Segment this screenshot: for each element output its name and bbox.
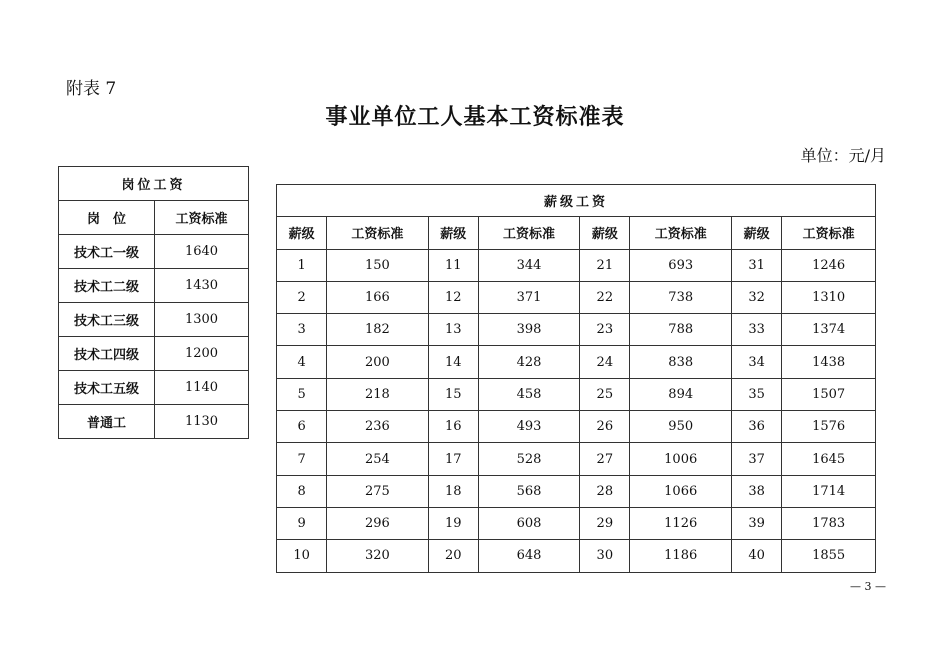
grade-wage-value: 693 — [630, 249, 732, 281]
grade-wage-value: 236 — [327, 411, 428, 443]
post-name: 技术工三级 — [59, 303, 155, 337]
post-wage-value: 1300 — [155, 303, 249, 337]
grade-level: 26 — [580, 411, 630, 443]
grade-level: 23 — [580, 314, 630, 346]
grade-wage-value: 1006 — [630, 443, 732, 475]
table-row — [59, 405, 249, 439]
grade-body — [277, 249, 876, 572]
grade-wage-value: 738 — [630, 281, 732, 313]
table-row — [277, 281, 876, 313]
grade-level: 10 — [277, 540, 327, 572]
grade-level: 13 — [428, 314, 478, 346]
grade-wage-value: 1576 — [782, 411, 876, 443]
page-number: — 3 — — [850, 580, 886, 593]
grade-level: 38 — [731, 475, 781, 507]
grade-level: 39 — [731, 507, 781, 539]
post-wage-value: 1200 — [155, 337, 249, 371]
grade-level: 14 — [428, 346, 478, 378]
grade-level: 36 — [731, 411, 781, 443]
grade-level: 33 — [731, 314, 781, 346]
grade-wage-caption: 薪级工资 — [277, 185, 876, 217]
grade-level: 11 — [428, 249, 478, 281]
grade-level: 3 — [277, 314, 327, 346]
annex-label: 附表 7 — [66, 79, 117, 99]
grade-level: 9 — [277, 507, 327, 539]
grade-level: 5 — [277, 378, 327, 410]
grade-level-header: 薪级 — [580, 217, 630, 249]
wage-standard-header: 工资标准 — [327, 217, 428, 249]
grade-wage-value: 608 — [478, 507, 579, 539]
post-wage-caption: 岗位工资 — [59, 167, 249, 201]
grade-wage-value: 894 — [630, 378, 732, 410]
grade-wage-value: 1186 — [630, 540, 732, 572]
grade-wage-value: 1374 — [782, 314, 876, 346]
post-wage-value: 1130 — [155, 405, 249, 439]
grade-level: 30 — [580, 540, 630, 572]
wage-standard-header: 工资标准 — [782, 217, 876, 249]
grade-wage-value: 1126 — [630, 507, 732, 539]
grade-wage-value: 182 — [327, 314, 428, 346]
grade-wage-value: 344 — [478, 249, 579, 281]
grade-wage-value: 1855 — [782, 540, 876, 572]
grade-wage-value: 568 — [478, 475, 579, 507]
grade-wage-value: 493 — [478, 411, 579, 443]
grade-wage-value: 320 — [327, 540, 428, 572]
grade-wage-value: 1310 — [782, 281, 876, 313]
table-row — [277, 378, 876, 410]
wage-standard-header: 工资标准 — [630, 217, 732, 249]
wage-standard-header: 工资标准 — [155, 201, 249, 235]
grade-level: 40 — [731, 540, 781, 572]
grade-header-row — [277, 217, 876, 249]
table-row — [59, 235, 249, 269]
grade-wage-value: 1783 — [782, 507, 876, 539]
post-name: 技术工四级 — [59, 337, 155, 371]
post-name: 技术工二级 — [59, 269, 155, 303]
grade-wage-value: 1645 — [782, 443, 876, 475]
post-name: 技术工五级 — [59, 371, 155, 405]
grade-wage-value: 428 — [478, 346, 579, 378]
grade-level: 1 — [277, 249, 327, 281]
table-row — [277, 411, 876, 443]
grade-level: 22 — [580, 281, 630, 313]
grade-level: 35 — [731, 378, 781, 410]
grade-level: 27 — [580, 443, 630, 475]
grade-wage-value: 528 — [478, 443, 579, 475]
grade-level: 7 — [277, 443, 327, 475]
grade-level: 17 — [428, 443, 478, 475]
grade-level-header: 薪级 — [428, 217, 478, 249]
grade-wage-value: 371 — [478, 281, 579, 313]
grade-level: 37 — [731, 443, 781, 475]
table-row — [277, 249, 876, 281]
grade-wage-value: 788 — [630, 314, 732, 346]
grade-level: 21 — [580, 249, 630, 281]
grade-level: 12 — [428, 281, 478, 313]
table-row — [277, 507, 876, 539]
grade-level: 4 — [277, 346, 327, 378]
grade-level: 32 — [731, 281, 781, 313]
grade-level: 29 — [580, 507, 630, 539]
table-row — [59, 303, 249, 337]
post-name: 普通工 — [59, 405, 155, 439]
grade-level: 34 — [731, 346, 781, 378]
grade-level: 24 — [580, 346, 630, 378]
table-row — [59, 269, 249, 303]
grade-wage-value: 950 — [630, 411, 732, 443]
grade-level: 15 — [428, 378, 478, 410]
table-row — [277, 314, 876, 346]
grade-wage-value: 150 — [327, 249, 428, 281]
grade-level: 16 — [428, 411, 478, 443]
grade-wage-value: 1714 — [782, 475, 876, 507]
grade-level: 18 — [428, 475, 478, 507]
grade-wage-value: 218 — [327, 378, 428, 410]
unit-label: 单位：元/月 — [800, 146, 886, 165]
table-row — [277, 475, 876, 507]
table-row — [277, 346, 876, 378]
grade-level: 25 — [580, 378, 630, 410]
grade-wage-value: 838 — [630, 346, 732, 378]
grade-level-header: 薪级 — [277, 217, 327, 249]
grade-level-header: 薪级 — [731, 217, 781, 249]
table-row — [277, 443, 876, 475]
grade-wage-value: 166 — [327, 281, 428, 313]
grade-level: 31 — [731, 249, 781, 281]
post-wage-value: 1640 — [155, 235, 249, 269]
page-title: 事业单位工人基本工资标准表 — [325, 104, 625, 130]
grade-wage-value: 1066 — [630, 475, 732, 507]
grade-wage-value: 1507 — [782, 378, 876, 410]
grade-level: 6 — [277, 411, 327, 443]
post-wage-value: 1140 — [155, 371, 249, 405]
post-wage-value: 1430 — [155, 269, 249, 303]
grade-level: 28 — [580, 475, 630, 507]
grade-level: 19 — [428, 507, 478, 539]
table-row — [59, 337, 249, 371]
grade-wage-value: 648 — [478, 540, 579, 572]
grade-level: 20 — [428, 540, 478, 572]
post-name: 技术工一级 — [59, 235, 155, 269]
post-header: 岗 位 — [59, 201, 155, 235]
grade-wage-value: 200 — [327, 346, 428, 378]
grade-level: 2 — [277, 281, 327, 313]
table-row — [277, 540, 876, 572]
grade-wage-table — [276, 184, 876, 573]
grade-wage-value: 296 — [327, 507, 428, 539]
grade-wage-value: 1246 — [782, 249, 876, 281]
grade-wage-value: 398 — [478, 314, 579, 346]
table-row — [59, 371, 249, 405]
post-wage-table — [58, 166, 249, 439]
grade-wage-value: 458 — [478, 378, 579, 410]
grade-wage-value: 275 — [327, 475, 428, 507]
wage-standard-header: 工资标准 — [478, 217, 579, 249]
grade-wage-value: 254 — [327, 443, 428, 475]
grade-wage-value: 1438 — [782, 346, 876, 378]
grade-level: 8 — [277, 475, 327, 507]
